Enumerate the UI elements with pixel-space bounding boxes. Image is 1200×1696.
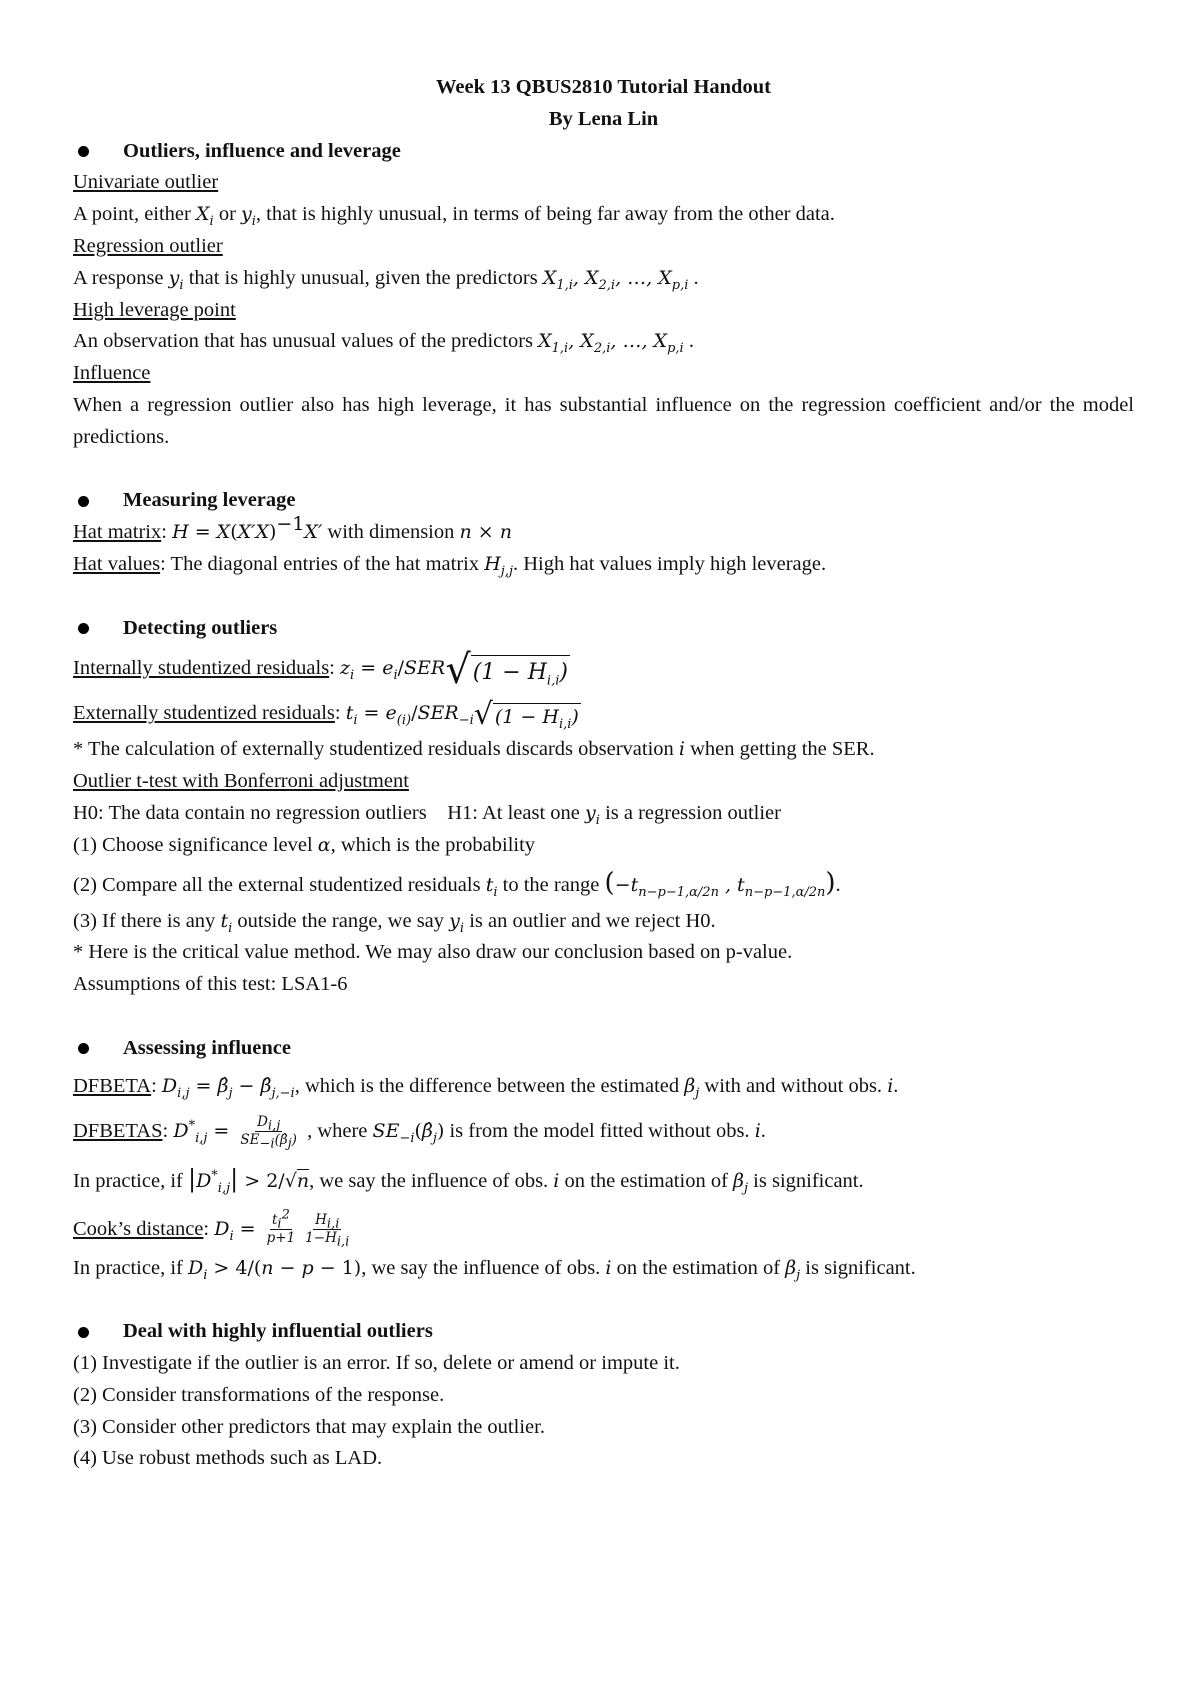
list-item: (3) Consider other predictors that may explain the outlier.: [73, 1415, 545, 1438]
univariate-outlier-title: Univariate outlier: [73, 171, 219, 194]
bullet-icon: [78, 1043, 89, 1054]
section-heading-leverage: Measuring leverage: [73, 485, 1134, 517]
regression-outlier-definition: A response $y_i$ that is highly unusual, given the predictors $X_{1,i}$, $X_{2,i}$, …, $X_{p,i}$ .: [73, 266, 699, 293]
internal-residual-formula: Internally studentized residuals: $z_i = e_i/SER$ √ $(1 - H_{i,i})$: [73, 646, 568, 693]
cooks-distance-formula: Cook’s distance: $D_i$ = $\frac{t_i^2}{p+1}$ $\frac{H_{i,i}}{1-H_{i,i}}$: [73, 1207, 350, 1250]
univariate-outlier-definition: A point, either $X_i$ or $y_i$, that is highly unusual, in terms of being far away from the other data.: [73, 203, 835, 229]
hypotheses-line: H0: The data contain no regression outliers H1: At least one $y_i$ is a regression outlier: [73, 801, 781, 828]
section-heading-influence: Assessing influence: [73, 1033, 1134, 1065]
step-2: (2) Compare all the external studentized residuals $t_i$ to the range ($-t_{n-p-1,\alpha/2n}$ , $t_{n-p-1,\alpha/2n}$).: [73, 867, 841, 900]
test-assumptions: Assumptions of this test: LSA1-6: [73, 973, 348, 996]
step-3: (3) If there is any $t_i$ outside the range, we say $y_i$ is an outlier and we reject H0.: [73, 909, 716, 936]
section-heading-outliers: Outliers, influence and leverage: [73, 136, 1134, 168]
external-residual-formula: Externally studentized residuals: $t_i = e_{(i)}/SER_{-i}$ √ $(1 - H_{i,i})$: [73, 696, 579, 732]
dfbeta-formula: DFBETA: $D_{i,j}$ = $\betâ_j$ − $\betâ_{j,-i}$, which is the difference between the estimated $\beta_j$ with and without obs. i.: [73, 1074, 899, 1101]
cooks-distance-rule: In practice, if $D_i > 4/(n - p - 1)$, we say the influence of obs. i on the estimation of $\beta_j$ is significant.: [73, 1256, 916, 1283]
bullet-icon: [78, 146, 89, 157]
section-heading-detecting: Detecting outliers: [73, 613, 1134, 645]
leverage-point-title: High leverage point: [73, 298, 236, 321]
dfbetas-rule: In practice, if $|D^*_{i,j}| > 2/√n$, we say the influence of obs. i on the estimation of $\beta_j$ is significant.: [73, 1164, 864, 1196]
bullet-icon: [78, 496, 89, 507]
section-heading-deal: Deal with highly influential outliers: [73, 1316, 1134, 1348]
regression-outlier-title: Regression outlier: [73, 234, 223, 257]
hat-matrix-line: Hat matrix: $H = X(X'X)^{-1}X'$ with dimension n × n: [73, 513, 512, 544]
dfbetas-formula: DFBETAS: $D^*_{i,j}$ = $\frac{D_{i,j}}{SE_{-i}(\betâ_j)}$ , where $SE_{-i}(\betâ_j)$ is from the model fitted without obs. i.: [73, 1114, 766, 1152]
bullet-icon: [78, 1327, 89, 1338]
leverage-point-definition: An observation that has unusual values of the predictors $X_{1,i}$, $X_{2,i}$, …, $X_{p,i}$ .: [73, 330, 694, 357]
influence-title: Influence: [73, 362, 151, 385]
influence-definition: When a regression outlier also has high leverage, it has substantial influence on the regression coefficient and/or the model predictions.: [73, 393, 1134, 448]
handout-title: Week 13 QBUS2810 Tutorial Handout: [436, 76, 771, 98]
critical-value-note: * Here is the critical value method. We may also draw our conclusion based on p-value.: [73, 941, 793, 964]
step-1: (1) Choose significance level α, which is the probability: [73, 833, 536, 856]
hat-values-line: Hat values: The diagonal entries of the hat matrix $H_{j,j}$. High hat values imply high leverage.: [73, 552, 827, 579]
outlier-test-title: Outlier t-test with Bonferroni adjustment: [73, 770, 409, 793]
external-residual-note: * The calculation of externally studentized residuals discards observation i when getting the SER.: [73, 738, 875, 761]
list-item: (4) Use robust methods such as LAD.: [73, 1447, 383, 1470]
list-item: (1) Investigate if the outlier is an error. If so, delete or amend or impute it.: [73, 1351, 680, 1374]
bullet-icon: [78, 623, 89, 634]
handout-author: By Lena Lin: [548, 107, 659, 130]
list-item: (2) Consider transformations of the response.: [73, 1383, 445, 1406]
